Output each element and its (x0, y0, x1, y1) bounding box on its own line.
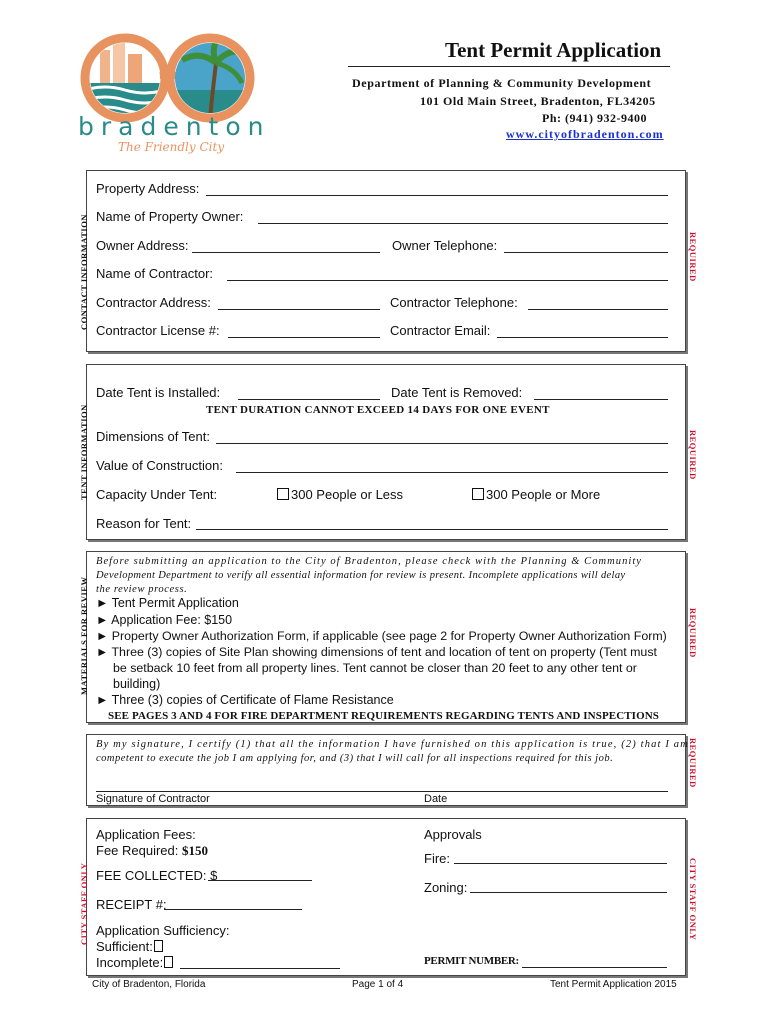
approvals-title: Approvals (424, 827, 482, 842)
material-item: ► Application Fee: $150 (96, 613, 233, 627)
footer-left: City of Bradenton, Florida (92, 979, 206, 990)
signature-line[interactable] (96, 791, 668, 792)
signature-label: Signature of Contractor (96, 793, 210, 805)
fee-required-value: $150 (182, 843, 209, 858)
permit-number-label: PERMIT NUMBER: (424, 955, 519, 967)
dept-website[interactable]: www.cityofbradenton.com (506, 127, 664, 141)
staff-side-label-left: CITY STAFF ONLY (79, 862, 89, 945)
contractor-name-label: Name of Contractor: (96, 266, 214, 281)
incomplete-option[interactable] (96, 955, 175, 970)
reason-field[interactable] (196, 529, 668, 530)
staff-side-label-right: CITY STAFF ONLY (688, 858, 698, 941)
value-field[interactable] (236, 472, 668, 473)
material-item: ► Three (3) copies of Certificate of Flame Resistance (96, 693, 394, 707)
date-installed-label: Date Tent is Installed: (96, 385, 221, 400)
owner-phone-field[interactable] (504, 252, 668, 253)
logo-wordmark: bradenton (78, 112, 271, 141)
duration-note: TENT DURATION CANNOT EXCEED 14 DAYS FOR ONE EVENT (206, 404, 550, 416)
fire-approval-field[interactable] (454, 863, 667, 864)
contractor-name-field[interactable] (227, 280, 668, 281)
zoning-approval-field[interactable] (470, 892, 667, 893)
sufficient-option[interactable] (96, 939, 165, 954)
fire-requirements-note: SEE PAGES 3 AND 4 FOR FIRE DEPARTMENT REQUIREMENTS REGARDING TENTS AND INSPECTIONS (108, 710, 659, 722)
material-item-cont: be setback 10 feet from all property lines. Tent cannot be closer than 20 feet to any other tent or (113, 661, 637, 675)
capacity-label: Capacity Under Tent: (96, 487, 218, 502)
logo-tagline: The Friendly City (118, 140, 225, 154)
materials-side-label: MATERIALS FOR REVIEW (79, 576, 89, 695)
sufficient-checkbox[interactable] (154, 940, 163, 952)
page-title: Tent Permit Application (445, 38, 662, 62)
materials-intro-2: Development Department to verify all essential information for review is present. Incomplete applications will delay (96, 570, 626, 581)
fees-title: Application Fees: (96, 827, 196, 842)
tent-required-label: REQUIRED (688, 430, 698, 480)
incomplete-label: Incomplete: (96, 955, 164, 970)
fee-required (96, 843, 208, 859)
owner-name-field[interactable] (258, 223, 668, 224)
contact-required-label: REQUIRED (688, 232, 698, 282)
materials-intro-3: the review process. (96, 584, 188, 595)
contractor-address-label: Contractor Address: (96, 295, 211, 310)
permit-number-field[interactable] (522, 967, 667, 968)
material-item: ► Property Owner Authorization Form, if applicable (see page 2 for Property Owner Authorization Form) (96, 629, 667, 643)
contractor-license-field[interactable] (228, 337, 380, 338)
footer-right: Tent Permit Application 2015 (550, 979, 677, 990)
zoning-approval-label: Zoning: (424, 880, 468, 895)
property-address-label: Property Address: (96, 181, 200, 196)
capacity-more-option[interactable] (472, 487, 600, 502)
city-logo (70, 28, 270, 158)
contractor-phone-field[interactable] (528, 309, 668, 310)
footer-page-number: Page 1 of 4 (352, 979, 404, 990)
title-underline (348, 66, 670, 67)
dept-address: 101 Old Main Street, Bradenton, FL34205 (420, 94, 656, 108)
date-removed-field[interactable] (534, 399, 668, 400)
checkbox-more[interactable] (472, 488, 484, 500)
contact-side-label: CONTACT INFORMATION (79, 214, 89, 330)
contractor-email-label: Contractor Email: (390, 323, 491, 338)
incomplete-field[interactable] (180, 968, 340, 969)
tent-side-label: TENT INFORMATION (79, 404, 89, 500)
option-less-label: 300 People or Less (291, 487, 404, 502)
receipt-field[interactable] (164, 909, 302, 910)
checkbox-less[interactable] (277, 488, 289, 500)
value-label: Value of Construction: (96, 458, 223, 473)
material-item: ► Three (3) copies of Site Plan showing dimensions of tent and location of tent on property (Tent must (96, 645, 657, 659)
sufficiency-label: Application Sufficiency: (96, 923, 230, 938)
incomplete-checkbox[interactable] (164, 956, 173, 968)
material-item: ► Tent Permit Application (96, 596, 239, 610)
contractor-address-field[interactable] (218, 309, 380, 310)
dept-phone: Ph: (941) 932-9400 (542, 111, 647, 125)
material-item-cont: building) (113, 677, 161, 691)
fee-required-label: Fee Required: (96, 843, 179, 858)
fee-collected-label: FEE COLLECTED: $ (96, 868, 218, 883)
materials-required-label: REQUIRED (688, 608, 698, 658)
certification-text-2: competent to execute the job I am applying for, and (3) that I will call for all inspections required for this job. (96, 753, 614, 764)
owner-name-label: Name of Property Owner: (96, 209, 244, 224)
reason-label: Reason for Tent: (96, 516, 192, 531)
dept-name: Department of Planning & Community Development (352, 76, 652, 90)
date-installed-field[interactable] (238, 399, 380, 400)
contractor-phone-label: Contractor Telephone: (390, 295, 518, 310)
materials-intro-1: Before submitting an application to the City of Bradenton, please check with the Planning & Community (96, 556, 643, 567)
fee-collected-field[interactable] (208, 880, 312, 881)
contractor-license-label: Contractor License #: (96, 323, 220, 338)
receipt-label: RECEIPT #: (96, 897, 167, 912)
date-label: Date (424, 793, 448, 805)
owner-phone-label: Owner Telephone: (392, 238, 498, 253)
capacity-less-option[interactable] (277, 487, 403, 502)
fire-approval-label: Fire: (424, 851, 450, 866)
signature-required-label: REQUIRED (688, 738, 698, 788)
certification-text-1: By my signature, I certify (1) that all the information I have furnished on this application is true, (2) that I am (96, 739, 689, 750)
option-more-label: 300 People or More (486, 487, 601, 502)
owner-address-label: Owner Address: (96, 238, 189, 253)
dimensions-label: Dimensions of Tent: (96, 429, 210, 444)
contractor-email-field[interactable] (497, 337, 668, 338)
property-address-field[interactable] (206, 195, 668, 196)
date-removed-label: Date Tent is Removed: (391, 385, 523, 400)
sufficient-label: Sufficient: (96, 939, 153, 954)
dimensions-field[interactable] (216, 443, 668, 444)
owner-address-field[interactable] (192, 252, 380, 253)
